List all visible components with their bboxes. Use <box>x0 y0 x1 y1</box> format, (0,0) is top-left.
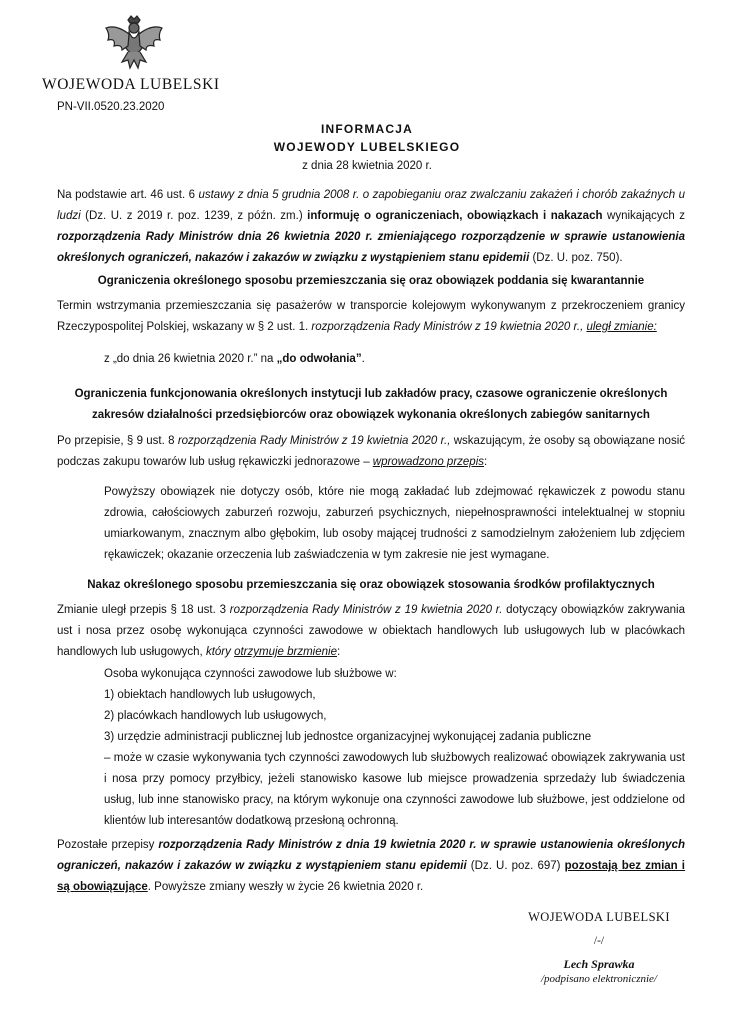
document-date: z dnia 28 kwietnia 2020 r. <box>302 160 432 172</box>
closing-paragraph: Pozostałe przepisy rozporządzenia Rady Ministrów z dnia 19 kwietnia 2020 r. w sprawie ustanowienia określonych ograniczeń, nakazów i zakazów w związku z wystąpieniem stanu epidemii (Dz. U. poz. 697) pozostają bez zmian i są obowiązujące. Powyższe zmiany weszły w życie 26 kwietnia 2020 r. <box>57 839 686 893</box>
section1-paragraph: Termin wstrzymania przemieszczania się pasażerów w transporcie kolejowym wykonywanym z przekroczeniem granicy Rzeczypospolitej Polskiej, wskazany w § 2 ust. 1. rozporządzenia Rady Ministrów z 19 kwietnia 2020 r., uległ zmianie: <box>57 300 685 333</box>
office-name: WOJEWODA LUBELSKI <box>42 76 220 93</box>
quote-intro: Osoba wykonująca czynności zawodowe lub służbowe w: <box>104 668 397 680</box>
section3-quote <box>104 664 685 832</box>
reference-number: PN-VII.0520.23.2020 <box>57 101 165 113</box>
section2-heading: Ograniczenia funkcjonowania określonych instytucji lub zakładów pracy, czasowe ograniczenie określonych zakresów działalności przedsiębiorców oraz obowiązek wykonania określonych zabiegów sanitarnych <box>74 388 668 421</box>
signature-name: Lech Sprawka <box>563 957 635 971</box>
list-item: 1) obiektach handlowych lub usługowych, <box>104 689 316 701</box>
signature-note: /podpisano elektronicznie/ <box>541 973 657 985</box>
quote-rest: – może w czasie wykonywania tych czynności zawodowych lub służbowych realizować obowiązek zakrywania ust i nosa przy pomocy przyłbicy, jeżeli stanowisko kasowe lub miejsce prowadzenia sprzedaży lub świadczenia usług, lub inne stanowisko pracy, na którym wykonuje ona czynności zawodowe lub służbowe, jest oddzielone od klientów lub interesantów dodatkową przesłoną ochronną. <box>104 752 685 827</box>
section3-heading: Nakaz określonego sposobu przemieszczania się oraz obowiązek stosowania środków profilaktycznych <box>87 579 655 591</box>
signature-mark: /-/ <box>593 935 605 947</box>
document-title: INFORMACJA <box>321 122 413 136</box>
signature-office: WOJEWODA LUBELSKI <box>528 910 670 924</box>
section2-quote: Powyższy obowiązek nie dotyczy osób, które nie mogą zakładać lub zdejmować rękawiczek z powodu stanu zdrowia, całościowych zaburzeń rozwoju, zaburzeń psychicznych, niepełnosprawności intelektualnej w stopniu umiarkowanym, znacznym albo głębokim, lub osoby mającej trudności z samodzielnym założeniem lub zdjęciem rękawiczek; okazanie orzeczenia lub zaświadczenia w tym zakresie nie jest wymagane. <box>104 486 685 561</box>
list-item: 2) placówkach handlowych lub usługowych, <box>104 710 327 722</box>
section1-change: z „do dnia 26 kwietnia 2020 r.” na „do odwołania”. <box>104 353 365 365</box>
eagle-emblem-icon <box>102 14 166 72</box>
list-item: 3) urzędzie administracji publicznej lub jednostce organizacyjnej wykonującej zadania publiczne <box>104 731 592 743</box>
section3-paragraph: Zmianie uległ przepis § 18 ust. 3 rozporządzenia Rady Ministrów z 19 kwietnia 2020 r. dotyczący obowiązków zakrywania ust i nosa przez osobę wykonująca czynności zawodowe w obiektach handlowych lub usługowych lub w placówkach handlowych lub usługowych, który otrzymuje brzmienie: <box>57 604 685 658</box>
document-subtitle: WOJEWODY LUBELSKIEGO <box>273 140 461 154</box>
intro-paragraph: Na podstawie art. 46 ust. 6 ustawy z dnia 5 grudnia 2008 r. o zapobieganiu oraz zwalczaniu zakażeń i chorób zakaźnych u ludzi (Dz. U. z 2019 r. poz. 1239, z późn. zm.) informuję o ograniczeniach, obowiązkach i nakazach wynikających z rozporządzenia Rady Ministrów dnia 26 kwietnia 2020 r. zmieniającego rozporządzenie w sprawie ustanowienia określonych ograniczeń, nakazów i zakazów w związku z wystąpieniem stanu epidemii (Dz. U. poz. 750). <box>57 189 686 264</box>
section2-paragraph: Po przepisie, § 9 ust. 8 rozporządzenia Rady Ministrów z 19 kwietnia 2020 r., wskazującym, że osoby są obowiązane nosić podczas zakupu towarów lub usług rękawiczki jednorazowe – wprowadzono przepis: <box>57 435 685 468</box>
section1-heading: Ograniczenia określonego sposobu przemieszczania się oraz obowiązek poddania się kwarantannie <box>97 275 645 287</box>
